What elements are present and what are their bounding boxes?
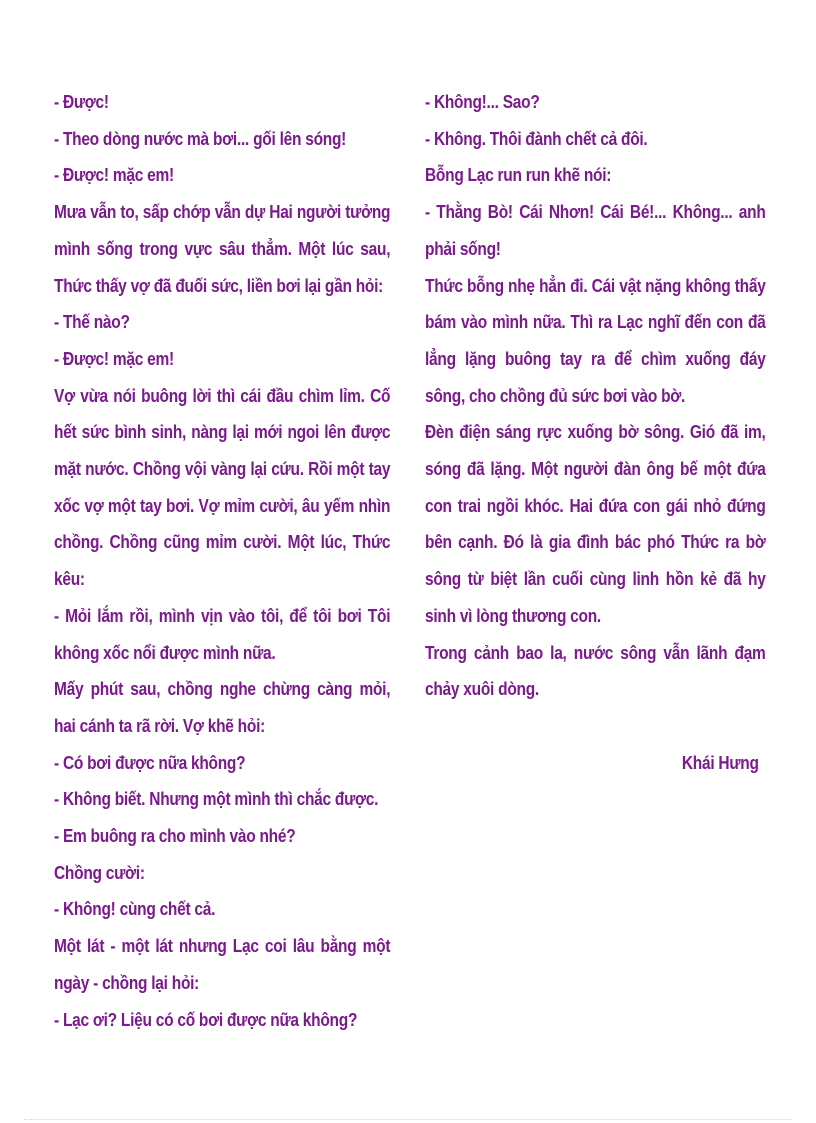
left-column <box>54 84 390 1038</box>
paragraph: - Không. Thôi đành chết cả đôi. <box>425 128 648 149</box>
footer-divider <box>24 1119 792 1120</box>
paragraph: - Thế nào? <box>54 312 130 333</box>
paragraph: - Lạc ơi? Liệu có cố bơi được nữa không? <box>54 1009 358 1030</box>
paragraph: Thức bỗng nhẹ hẳn đi. Cái vật nặng không thấy bám vào mình nữa. Thì ra Lạc nghĩ đến con đã lẳng lặng buông tay ra để chìm xuống đáy sông, cho chồng đủ sức bơi vào bờ. <box>425 275 766 406</box>
paragraph: Chồng cười: <box>54 862 145 883</box>
paragraph: - Được! <box>54 92 109 112</box>
paragraph: Một lát - một lát nhưng Lạc coi lâu bằng một ngày - chồng lại hỏi: <box>54 936 391 993</box>
paragraph: Trong cảnh bao la, nước sông vẫn lãnh đạm chảy xuôi dòng. <box>425 642 766 700</box>
paragraph: - Không biết. Nhưng một mình thì chắc được. <box>54 789 379 810</box>
paragraph: - Em buông ra cho mình vào nhé? <box>54 826 296 847</box>
paragraph: - Được! mặc em! <box>54 348 174 369</box>
author-line <box>425 745 766 782</box>
paragraph: Đèn điện sáng rực xuống bờ sông. Gió đã im, sóng đã lặng. Một người đàn ông bế một đứa con trai ngồi khóc. Hai đứa con gái nhỏ đứng bên cạnh. Đó là gia đình bác phó Thức ra bờ sông từ biệt lần cuối cùng linh hồn kẻ đã hy sinh vì lòng thương con. <box>425 422 766 626</box>
paragraph: Mưa vẫn to, sấp chớp vẫn dự Hai người tưởng mình sống trong vực sâu thẳm. Một lúc sau, Thức thấy vợ đã đuối sức, liền bơi lại gần hỏi: <box>54 202 391 296</box>
paragraph: - Không!... Sao? <box>425 92 540 112</box>
paragraph: - Mỏi lắm rồi, mình vịn vào tôi, để tôi bơi Tôi không xốc nổi được mình nữa. <box>54 605 391 663</box>
paragraph: Mấy phút sau, chồng nghe chừng càng mỏi, hai cánh ta rã rời. Vợ khẽ hỏi: <box>54 679 391 736</box>
paragraph: Bỗng Lạc run run khẽ nói: <box>425 165 612 186</box>
right-column <box>425 84 766 781</box>
author-signature: Khái Hưng <box>681 752 759 773</box>
paragraph: Vợ vừa nói buông lời thì cái đầu chìm lỉm. Cố hết sức bình sinh, nàng lại mới ngoi lên được mặt nước. Chồng vội vàng lại cứu. Rồi một tay xốc vợ một tay bơi. Vợ mỉm cười, âu yếm nhìn chồng. Chồng cũng mỉm cười. Một lúc, Thức kêu: <box>54 385 391 590</box>
paragraph: - Thằng Bò! Cái Nhơn! Cái Bé!... Không... anh phải sống! <box>425 202 766 259</box>
paragraph: - Không! cùng chết cả. <box>54 899 216 920</box>
paragraph: - Có bơi được nữa không? <box>54 752 246 773</box>
paragraph: - Được! mặc em! <box>54 165 174 186</box>
paragraph: - Theo dòng nước mà bơi... gối lên sóng! <box>54 128 347 149</box>
